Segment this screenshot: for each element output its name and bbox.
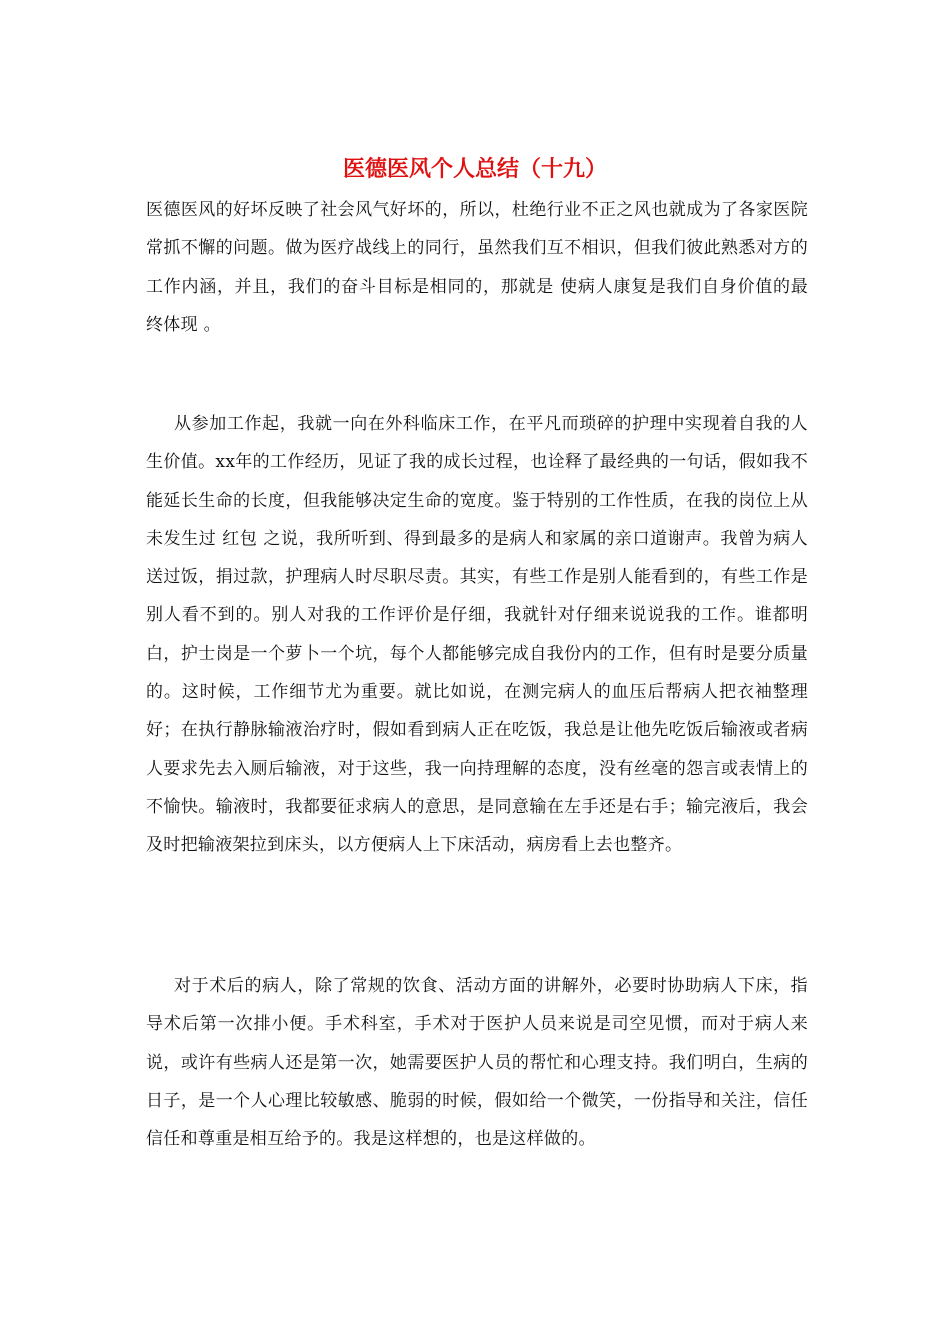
- paragraph-work-experience: 从参加工作起，我就一向在外科临床工作，在平凡而琐碎的护理中实现着自我的人生价值。xx年的工作经历，见证了我的成长过程，也诠释了最经典的一句话，假如我不能延长生命的长度，但我能够决定生命的宽度。鉴于特别的工作性质，在我的岗位上从未发生过 红包 之说，我所听到、得到最多的是病人和家属的亲口道谢声。我曾为病人送过饭，捐过款，护理病人时尽职尽责。其实，有些工作是别人能看到的，有些工作是别人看不到的。别人对我的工作评价是仔细，我就针对仔细来说说我的工作。谁都明白，护士岗是一个萝卜一个坑，每个人都能够完成自我份内的工作，但有时是要分质量的。这时候，工作细节尤为重要。就比如说，在测完病人的血压后帮病人把衣袖整理好；在执行静脉输液治疗时，假如看到病人正在吃饭，我总是让他先吃饭后输液或者病人要求先去入厕后输液，对于这些，我一向持理解的态度，没有丝毫的怨言或表情上的不愉快。输液时，我都要征求病人的意思，是同意输在左手还是右手；输完液后，我会及时把输液架拉到床头，以方便病人上下床活动，病房看上去也整齐。: [146, 414, 808, 856]
- document-title: 医德医风个人总结（十九）: [342, 156, 607, 182]
- paragraph-intro: 医德医风的好坏反映了社会风气好坏的，所以，杜绝行业不正之风也就成为了各家医院常抓不懈的问题。做为医疗战线上的同行，虽然我们互不相识，但我们彼此熟悉对方的工作内涵，并且，我们的奋斗目标是相同的，那就是 使病人康复是我们自身价值的最终体现 。: [146, 200, 808, 335]
- paragraph-post-surgery-care: 对于术后的病人，除了常规的饮食、活动方面的讲解外，必要时协助病人下床，指导术后第一次排小便。手术科室，手术对于医护人员来说是司空见惯，而对于病人来说，或许有些病人还是第一次，她需要医护人员的帮忙和心理支持。我们明白，生病的日子，是一个人心理比较敏感、脆弱的时候，假如给一个微笑，一份指导和关注，信任信任和尊重是相互给予的。我是这样想的，也是这样做的。: [146, 976, 808, 1150]
